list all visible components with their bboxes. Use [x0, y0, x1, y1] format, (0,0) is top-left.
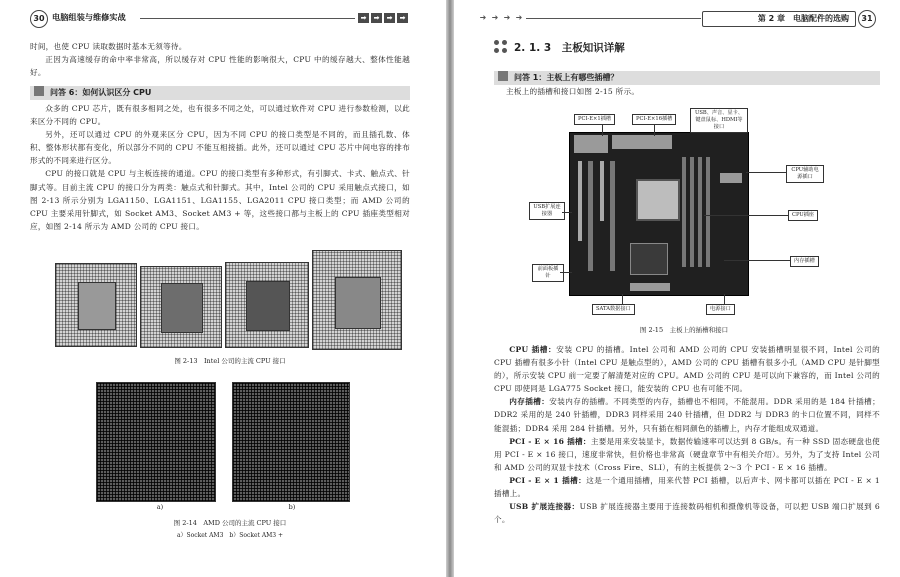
item-paragraph [494, 435, 880, 474]
figure-caption: 图 2-13 Intel 公司的主流 CPU 接口 [174, 357, 286, 365]
leader-line [622, 294, 623, 304]
body-text [30, 102, 410, 233]
arrow-icon: ➜ [479, 13, 487, 22]
left-page [0, 0, 446, 577]
header-rule [526, 18, 701, 19]
item-text: 这是一个通用插槽，用来代替 PCI 插槽，以后声卡、网卡都可以插在 PCI - E × 1 插槽上。 [494, 475, 880, 499]
leader-line [724, 294, 725, 304]
cpu-photo-socket-am3-plus [232, 382, 350, 502]
figure-label-a: a) [156, 503, 164, 511]
item-paragraph [494, 500, 880, 526]
item-paragraph [494, 343, 880, 395]
callout-cpu-power: CPU辅助电源插口 [786, 165, 824, 183]
item-term: USB 扩展连接器： [509, 502, 580, 512]
header-arrows [358, 13, 408, 23]
book-gutter [446, 0, 454, 577]
book-title: 电脑组装与维修实战 [52, 12, 126, 22]
item-text: 安装内存的插槽。不同类型的内存，插槽也不相同，不能混用。DDR 采用的是 184 针插槽；DDR2 采用的是 240 针插槽，DDR3 同样采用 240 针插槽，但 DDR2 与 DDR3 的卡口位置不同，同样不能混插；DDR4 采用 284 针插槽。另外，只有插在相同颜色的插槽上，内存才能组成双通道。 [494, 397, 880, 433]
figure-caption: 图 2-14 AMD 公司的主流 CPU 接口 [173, 519, 287, 527]
item-text: 安装 CPU 的插槽。Intel 公司和 AMD 公司的 CPU 安装插槽明显很不同，Intel 公司的 CPU 插槽有很多小针（Intel CPU 是触点型的），AMD 公司的 CPU 插槽有很多小孔（AMD CPU 是针脚型的），所示安装 CPU 前一定要了解清楚对应的 CPU。AMD 公司的 CPU 是可以向下兼容的，而 Intel 公司的 CPU 即使同是 LGA775 Socket 接口，能安装的 CPU 也有可能不同。 [494, 345, 880, 394]
item-term: PCI - E × 1 插槽： [509, 475, 587, 485]
callout-front-panel: 前面板插针 [532, 264, 564, 282]
leader-line [602, 124, 603, 136]
leader-line [560, 272, 572, 273]
page-number: 30 [30, 10, 48, 28]
section-icon [494, 40, 508, 54]
paragraph: 众多的 CPU 芯片，既有很多相同之处，也有很多不同之处，可以通过软件对 CPU 进行参数检测，以此来区分不同的 CPU。 [30, 104, 410, 127]
figure-subcaption: a）Socket AM3 b）Socket AM3 + [176, 532, 284, 539]
right-page [454, 0, 900, 577]
item-text: USB 扩展连接器主要用于连接数码相机和摄像机等设备，可以把 USB 端口扩展到 6 个。 [494, 502, 880, 525]
question-title: 问答 1：主板上有哪些插槽？ [514, 73, 619, 82]
intro-line: 时间，也使 CPU 读取数据时基本无须等待。 [30, 42, 187, 51]
body-text [494, 343, 880, 526]
section-title-text: 2. 1. 3 主板知识详解 [514, 42, 625, 54]
cpu-photo-lga1150 [55, 263, 137, 347]
question-title: 问答 6：如何认识区分 CPU [50, 88, 152, 97]
item-term: PCI - E × 16 插槽： [509, 436, 591, 446]
square-icon [34, 86, 44, 96]
callout-memory-slot: 内存插槽 [790, 256, 819, 267]
paragraph: 另外，还可以通过 CPU 的外观来区分 CPU，因为不同 CPU 的接口类型是不同的，而且插孔数、体积、整体形状都有变化，所以部分不同的 CPU 不能互相接插。此外，还可以通过 CPU 芯片中间电容的排布形式的不同来进行区分。 [30, 130, 410, 166]
paragraph: CPU 的接口就是 CPU 与主板连接的通道。CPU 的接口类型有多种形式，有引脚式、卡式、触点式、针脚式等。目前主流 CPU 的接口分为两类：触点式和针脚式。其中，Intel 公司的 CPU 采用触点式接口，如图 2-13 所示分别为 LGA1150、LGA1151、LGA1155、LGA2011 CPU 接口类型；而 AMD 公司的 CPU 主要采用针脚式，如 Socket AM3、Socket AM3 + 等，这些接口都与主板上的 CPU 插座类型相对应，如图 2-14 所示为 AMD 公司的 CPU 接口。 [30, 169, 410, 231]
figure-intro: 主板上的插槽和接口如图 2-15 所示。 [506, 87, 640, 96]
square-icon [498, 71, 508, 81]
leader-line [562, 212, 572, 213]
question-bar [494, 71, 880, 85]
arrow-icon: ➜ [515, 13, 523, 22]
arrow-icon: ➡ [371, 13, 382, 23]
cpu-photo-lga1151 [140, 266, 222, 348]
intro-line: 正因为高速缓存的命中率非常高，所以缓存对 CPU 性能的影响很大，CPU 中的缓存越大、整体性能越好。 [30, 55, 410, 78]
callout-usb-audio-ports: USB、声音、显卡、键盘鼠标、HDMI等接口 [690, 108, 748, 133]
arrow-icon: ➡ [358, 13, 369, 23]
callout-pcie-x1: PCI-E×1插槽 [574, 114, 615, 125]
item-term: CPU 插槽： [509, 345, 557, 354]
figure-label-b: b) [288, 503, 296, 511]
motherboard-photo [569, 132, 749, 296]
callout-pcie-x16: PCI-E×16插槽 [632, 114, 676, 125]
leader-line [724, 260, 790, 261]
section-title [494, 40, 625, 55]
page-header [30, 10, 430, 28]
page-number: 31 [858, 10, 876, 28]
figure-caption: 图 2-15 主板上的插槽和接口 [639, 326, 729, 334]
arrow-icon: ➡ [397, 13, 408, 23]
leader-line [746, 172, 786, 173]
callout-usb-extension: USB扩展连接器 [529, 202, 565, 220]
leader-line [654, 124, 655, 136]
chapter-title: 第 2 章 电脑配件的选购 [702, 11, 856, 27]
arrow-icon: ➜ [503, 13, 511, 22]
cpu-photo-lga2011 [312, 250, 402, 350]
callout-power: 电源接口 [706, 304, 735, 315]
arrow-icon: ➡ [384, 13, 395, 23]
cpu-photo-socket-am3 [96, 382, 216, 502]
page-header [478, 10, 876, 28]
item-term: 内存插槽： [509, 397, 550, 407]
item-paragraph [494, 395, 880, 434]
header-rule [140, 18, 355, 19]
header-arrows [478, 13, 524, 23]
leader-line [704, 215, 788, 216]
item-text: 主要是用来安装显卡，数据传输速率可以达到 8 GB/s。有一种 SSD 固态硬盘也使用 PCI - E × 16 接口，速度非常快，但价格也非常高（硬盘章节中有相关介绍）。另外，为了支持 Intel 公司和 AMD 公司的双显卡技术（Cross Fire、SLI），有的主板提供 2～3 个 PCI - E × 16 插槽。 [494, 436, 880, 472]
callout-sata: SATA数据接口 [592, 304, 635, 315]
question-bar [30, 86, 410, 100]
arrow-icon: ➜ [491, 13, 499, 22]
callout-cpu-socket: CPU插座 [788, 210, 818, 221]
intro-text [30, 40, 410, 79]
cpu-photo-lga1155 [225, 262, 309, 348]
item-paragraph [494, 474, 880, 500]
